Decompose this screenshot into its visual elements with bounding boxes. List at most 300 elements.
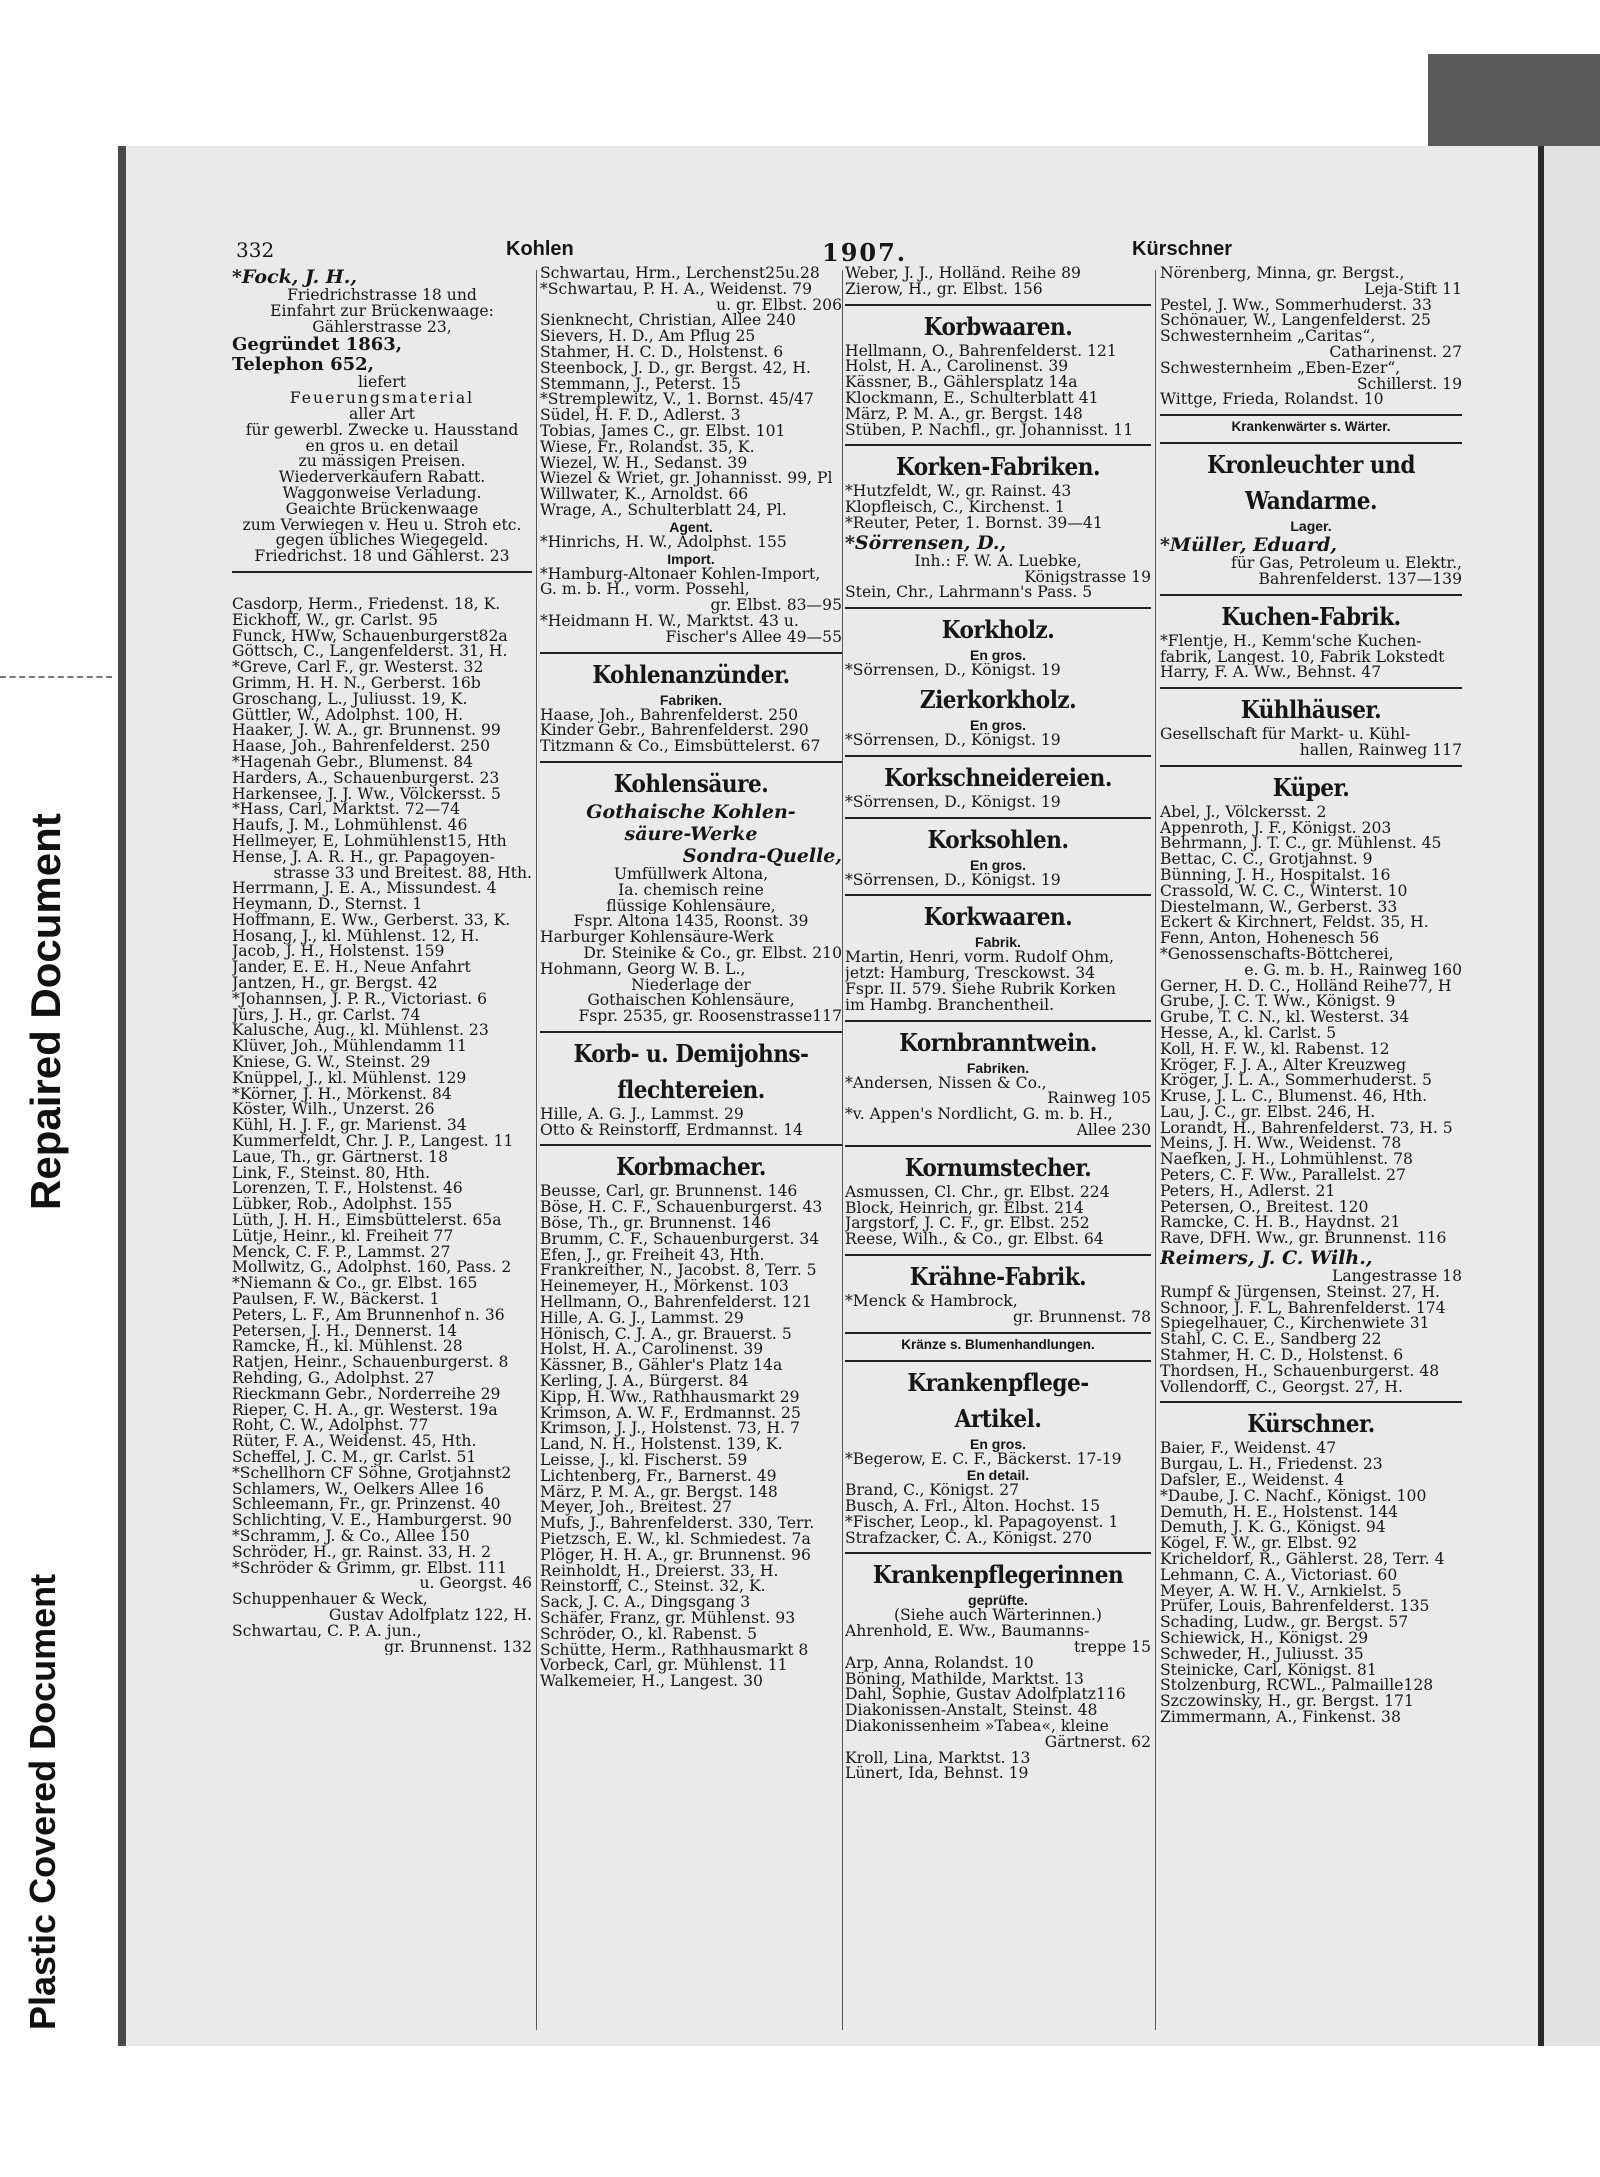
directory-entry: Busch, A. Frl., Alton. Hochst. 15 bbox=[845, 1499, 1101, 1515]
directory-entry: *Hamburg-Altonaer Kohlen-Import, bbox=[540, 566, 821, 583]
directory-entry: Rainweg 105 bbox=[1047, 1091, 1151, 1108]
directory-entry: Kässner, B., Gähler's Platz 14a bbox=[540, 1358, 783, 1375]
directory-entry: Gothaische Kohlen- bbox=[586, 800, 796, 823]
directory-entry: Allee 230 bbox=[1076, 1122, 1151, 1139]
directory-entry: Zimmermann, A., Finkenst. 38 bbox=[1160, 1709, 1401, 1726]
section-heading: Kornbranntwein. bbox=[899, 1027, 1097, 1057]
section-subheading: Agent. bbox=[669, 518, 713, 535]
directory-entry: Meyer, Joh., Breitest. 27 bbox=[540, 1500, 733, 1517]
directory-entry: Brand, C., Königst. 27 bbox=[845, 1483, 1020, 1500]
directory-entry: Brumm, C. F., Schauenburgerst. 34 bbox=[540, 1231, 820, 1248]
directory-entry: Reinholdt, H., Dreierst. 33, H. bbox=[540, 1563, 779, 1580]
directory-entry: Köster, Wilh., Unzerst. 26 bbox=[232, 1102, 435, 1119]
scan-corner-shadow bbox=[1428, 54, 1600, 146]
section-subheading: geprüfte. bbox=[968, 1592, 1028, 1609]
directory-entry: Klockmann, E., Schulterblatt 41 bbox=[845, 390, 1099, 407]
directory-entry: Holst, H. A., Carolinenst. 39 bbox=[845, 359, 1069, 376]
directory-entry: Strafzacker, C. A., Königst. 270 bbox=[845, 1530, 1093, 1547]
directory-entry: Jantzen, H., gr. Bergst. 42 bbox=[232, 976, 438, 992]
plastic-covered-label: Plastic Covered Document bbox=[22, 1573, 63, 2030]
directory-entry: Friedrichst. 18 und Gählerst. 23 bbox=[254, 549, 510, 565]
directory-entry: Crassold, W. C. C., Winterst. 10 bbox=[1160, 883, 1408, 900]
directory-entry: Kühl, H. J. F., gr. Marienst. 34 bbox=[232, 1118, 467, 1135]
directory-entry: Kerling, J. A., Bürgerst. 84 bbox=[540, 1374, 749, 1390]
directory-entry: Langestrasse 18 bbox=[1332, 1269, 1462, 1285]
directory-entry: Lehmann, C. A., Victoriast. 60 bbox=[1160, 1567, 1398, 1584]
directory-entry: Jander, E. E. H., Neue Anfahrt bbox=[232, 960, 471, 977]
directory-entry: Sievers, H. D., Am Pflug 25 bbox=[540, 329, 756, 345]
directory-entry: Schwesternheim „Eben-Ezer“, bbox=[1160, 360, 1401, 377]
directory-entry: en gros u. en detail bbox=[305, 438, 459, 455]
section-subheading: Fabriken. bbox=[966, 1059, 1030, 1076]
directory-entry: Beusse, Carl, gr. Brunnenst. 146 bbox=[540, 1184, 798, 1201]
directory-column-2 bbox=[540, 266, 842, 2036]
directory-entry: Sack, J. C. A., Dingsgang 3 bbox=[540, 1595, 751, 1611]
directory-entry: Weber, J. J., Holländ. Reihe 89 bbox=[845, 266, 1081, 282]
directory-entry: Stahl, C. C. E., Sandberg 22 bbox=[1160, 1332, 1382, 1349]
directory-entry: Krimson, A. W. F., Erdmannst. 25 bbox=[540, 1405, 801, 1422]
section-heading: Korkwaaren. bbox=[923, 902, 1073, 932]
directory-entry: Hosang, J., kl. Mühlenst. 12, H. bbox=[232, 928, 480, 945]
directory-entry: Wiederverkäufern Rabatt. bbox=[278, 470, 486, 486]
directory-entry: Meyer, A. W. H. V., Arnkielst. 5 bbox=[1160, 1583, 1402, 1600]
section-rule bbox=[845, 304, 1151, 306]
directory-entry: Hoffmann, E. Ww., Gerberst. 33, K. bbox=[232, 912, 511, 929]
section-rule bbox=[1160, 414, 1462, 416]
directory-entry: Kroll, Lina, Marktst. 13 bbox=[845, 1750, 1031, 1767]
directory-entry: Schwartau, C. P. A. jun., bbox=[232, 1623, 422, 1640]
cross-reference: Kränze s. Blumenhandlungen. bbox=[901, 1336, 1095, 1352]
directory-entry: für Gas, Petroleum u. Elektr., bbox=[1231, 556, 1462, 572]
page-divider-dash bbox=[0, 676, 112, 678]
directory-entry: Eckert & Kirchnert, Feldst. 35, H. bbox=[1160, 915, 1429, 932]
directory-entry: Haaker, J. W. A., gr. Brunnenst. 99 bbox=[232, 723, 501, 740]
section-rule bbox=[1160, 594, 1462, 596]
directory-entry: Stahmer, H. C. D., Holstenst. 6 bbox=[540, 344, 784, 361]
directory-entry: Haase, Joh., Bahrenfelderst. 250 bbox=[232, 739, 491, 755]
directory-entry: Wiese, Fr., Rolandst. 35, K. bbox=[540, 439, 755, 456]
directory-entry: Wiezel & Wriet, gr. Johannisst. 99, Pl bbox=[540, 471, 833, 488]
directory-entry: für gewerbl. Zwecke u. Hausstand bbox=[245, 422, 519, 439]
directory-entry: Königstrasse 19 bbox=[1024, 569, 1151, 586]
directory-entry: *Johannsen, J. P. R., Victoriast. 6 bbox=[232, 991, 488, 1008]
directory-entry: Holst, H. A., Carolinenst. 39 bbox=[540, 1342, 764, 1359]
directory-entry: Diakonissenheim »Tabea«, kleine bbox=[845, 1719, 1109, 1735]
directory-entry: Hense, J. A. R. H., gr. Papagoyen- bbox=[232, 849, 495, 866]
directory-entry: Schlichting, V. E., Hamburgerst. 90 bbox=[232, 1513, 512, 1529]
section-heading: Krankenpflegerinnen bbox=[872, 1560, 1124, 1590]
directory-entry: Laue, Th., gr. Gärtnerst. 18 bbox=[232, 1149, 449, 1166]
directory-entry: Schading, Ludw., gr. Bergst. 57 bbox=[1160, 1615, 1409, 1631]
directory-entry: *Heidmann H. W., Marktst. 43 u. bbox=[540, 613, 799, 630]
section-heading: Kronleuchter und bbox=[1207, 450, 1415, 480]
directory-entry: Schiewick, H., Königst. 29 bbox=[1160, 1631, 1369, 1647]
section-heading: Artikel. bbox=[954, 1403, 1042, 1433]
directory-entry: Gerner, H. D. C., Holländ Reihe77, H bbox=[1160, 978, 1452, 995]
directory-entry: Plöger, H. H. A., gr. Brunnenst. 96 bbox=[540, 1547, 811, 1564]
directory-entry: *Körner, J. H., Mörkenst. 84 bbox=[232, 1086, 452, 1103]
directory-entry: Gählerstrasse 23, bbox=[312, 319, 452, 336]
directory-entry: Niederlage der bbox=[631, 977, 751, 994]
directory-entry: Eickhoff, W., gr. Carlst. 95 bbox=[232, 612, 438, 629]
section-rule bbox=[540, 652, 842, 654]
directory-entry: Kipp, H. Ww., Rathhausmarkt 29 bbox=[540, 1389, 800, 1406]
section-rule bbox=[845, 755, 1151, 757]
directory-entry: Schweder, H., Juliusst. 35 bbox=[1160, 1646, 1364, 1663]
section-heading: Kohlenanzünder. bbox=[592, 659, 790, 689]
directory-entry: aller Art bbox=[349, 406, 415, 423]
section-heading: Küper. bbox=[1272, 772, 1350, 802]
directory-entry: Burgau, L. H., Friedenst. 23 bbox=[1160, 1457, 1383, 1474]
directory-entry: jetzt: Hamburg, Tresckowst. 34 bbox=[845, 966, 1096, 982]
section-rule bbox=[845, 894, 1151, 896]
directory-entry: Steenbock, J. D., gr. Bergst. 42, H. bbox=[540, 360, 811, 377]
section-subheading: Import. bbox=[667, 550, 715, 567]
directory-entry: Schröder, O., kl. Rabenst. 5 bbox=[540, 1626, 758, 1643]
directory-entry: *Sörrensen, D., bbox=[845, 531, 1007, 554]
directory-entry: Behrmann, J. T. C., gr. Mühlenst. 45 bbox=[1160, 836, 1442, 853]
directory-entry: März, P. M. A., gr. Bergst. 148 bbox=[845, 406, 1083, 423]
directory-entry: Naefken, J. H., Lohmühlenst. 78 bbox=[1160, 1152, 1413, 1169]
directory-entry: *Greve, Carl F., gr. Westerst. 32 bbox=[232, 660, 484, 676]
directory-entry: Reimers, J. C. Wilh., bbox=[1160, 1247, 1373, 1270]
directory-entry: Friedrichstrasse 18 und bbox=[287, 288, 477, 304]
section-heading: Korkschneidereien. bbox=[884, 762, 1112, 792]
section-heading: Kürschner. bbox=[1247, 1409, 1375, 1439]
section-heading: Krähne-Fabrik. bbox=[909, 1261, 1087, 1291]
directory-entry: Lübker, Rob., Adolphst. 155 bbox=[232, 1197, 453, 1214]
directory-entry: zum Verwiegen v. Heu u. Stroh etc. bbox=[242, 517, 522, 534]
directory-entry: Hellmeyer, E, Lohmühlenst15, Hth bbox=[232, 833, 507, 850]
directory-entry: Fenn, Anton, Hohenesch 56 bbox=[1160, 931, 1380, 947]
section-subheading: En detail. bbox=[966, 1467, 1030, 1484]
directory-entry: Gärtnerst. 62 bbox=[1044, 1734, 1151, 1751]
section-heading: Korksohlen. bbox=[927, 824, 1069, 854]
directory-entry: Lichtenberg, Fr., Barnerst. 49 bbox=[540, 1468, 777, 1485]
directory-entry: *Hass, Carl, Marktst. 72—74 bbox=[232, 802, 461, 819]
section-heading: Kühlhäuser. bbox=[1240, 695, 1382, 725]
directory-entry: Gustav Adolfplatz 122, H. bbox=[328, 1607, 532, 1624]
directory-entry: fabrik, Langest. 10, Fabrik Lokstedt bbox=[1160, 649, 1445, 666]
section-heading: Kohlensäure. bbox=[613, 768, 769, 798]
directory-entry: Link, F., Steinst. 80, Hth. bbox=[232, 1165, 431, 1182]
directory-entry: Appenroth, J. F., Königst. 203 bbox=[1160, 820, 1392, 837]
section-rule bbox=[540, 1144, 842, 1146]
directory-entry: Otto & Reinstorff, Erdmannst. 14 bbox=[540, 1122, 804, 1139]
directory-entry: Schütte, Herm., Rathhausmarkt 8 bbox=[540, 1642, 809, 1659]
directory-entry: Rieckmann Gebr., Norderreihe 29 bbox=[232, 1386, 501, 1403]
section-subheading: En gros. bbox=[969, 1435, 1026, 1452]
directory-entry: gegen übliches Wiegegeld. bbox=[275, 533, 489, 550]
directory-entry: *Schramm, J. & Co., Allee 150 bbox=[232, 1528, 470, 1545]
directory-entry: Harders, A., Schauenburgerst. 23 bbox=[232, 770, 500, 787]
directory-entry: *Hinrichs, H. W., Adolphst. 155 bbox=[540, 534, 787, 551]
directory-entry: Diestelmann, W., Gerberst. 33 bbox=[1160, 899, 1398, 916]
directory-entry: liefert bbox=[358, 375, 406, 392]
directory-entry: Steinicke, Carl, Königst. 81 bbox=[1160, 1662, 1377, 1679]
directory-entry: Ia. chemisch reine bbox=[618, 882, 764, 899]
directory-entry: Hille, A. G. J., Lammst. 29 bbox=[540, 1106, 744, 1123]
directory-entry: Efen, J., gr. Freiheit 43, Hth. bbox=[540, 1247, 765, 1264]
directory-entry: *Sörrensen, D., Königst. 19 bbox=[845, 872, 1061, 889]
directory-entry: Heinemeyer, H., Mörkenst. 103 bbox=[540, 1279, 789, 1296]
directory-entry: Zierow, H., gr. Elbst. 156 bbox=[845, 281, 1043, 298]
directory-entry: Herrmann, J. E. A., Missundest. 4 bbox=[232, 881, 497, 898]
facing-page-edge bbox=[1538, 146, 1600, 2046]
spacer bbox=[232, 575, 532, 597]
directory-entry: *Stremplewitz, V., 1. Bornst. 45/47 bbox=[540, 392, 814, 409]
directory-entry: Nörenberg, Minna, gr. Bergst., bbox=[1160, 266, 1405, 282]
directory-entry: e. G. m. b. H., Rainweg 160 bbox=[1244, 962, 1462, 979]
directory-entry: Tobias, James C., gr. Elbst. 101 bbox=[540, 423, 786, 440]
directory-entry: Leja-Stift 11 bbox=[1364, 281, 1462, 298]
directory-entry: u. Georgst. 46 bbox=[419, 1576, 532, 1593]
directory-entry: Casdorp, Herm., Friedenst. 18, K. bbox=[232, 596, 501, 613]
directory-entry: Schillerst. 19 bbox=[1356, 376, 1462, 393]
directory-entry: Funck, HWw, Schauenburgerst82a bbox=[232, 628, 508, 645]
directory-entry: Koll, H. F. W., kl. Rabenst. 12 bbox=[1160, 1041, 1390, 1058]
directory-entry: Telephon 652, bbox=[232, 355, 374, 376]
directory-entry: Stein, Chr., Lahrmann's Pass. 5 bbox=[845, 585, 1093, 602]
directory-entry: Reese, Wilh., & Co., gr. Elbst. 64 bbox=[845, 1232, 1104, 1248]
directory-entry: Gothaischen Kohlensäure, bbox=[587, 993, 795, 1010]
directory-entry: Güttler, W., Adolphst. 100, H. bbox=[232, 707, 464, 724]
directory-entry: Grube, T. C. N., kl. Westerst. 34 bbox=[1160, 1010, 1410, 1026]
directory-entry: Hellmann, O., Bahrenfelderst. 121 bbox=[540, 1295, 812, 1311]
directory-entry: Fischer's Allee 49—55 bbox=[665, 629, 842, 646]
directory-entry: Petersen, O., Breitest. 120 bbox=[1160, 1199, 1369, 1216]
page-number: 332 bbox=[236, 238, 275, 262]
directory-entry: *Sörrensen, D., Königst. 19 bbox=[845, 794, 1061, 811]
directory-entry: Rumpf & Jürgensen, Steinst. 27, H. bbox=[1160, 1284, 1441, 1301]
directory-entry: Heymann, D., Sternst. 1 bbox=[232, 897, 423, 913]
directory-entry: Kalusche, Aug., kl. Mühlenst. 23 bbox=[232, 1023, 489, 1040]
directory-entry: Walkemeier, H., Langest. 30 bbox=[540, 1674, 763, 1690]
directory-entry: Harry, F. A. Ww., Behnst. 47 bbox=[1160, 665, 1382, 682]
page-header bbox=[236, 238, 1436, 266]
directory-entry: Schnoor, J. F. L, Bahrenfelderst. 174 bbox=[1160, 1300, 1446, 1317]
directory-entry: Kinder Gebr., Bahrenfelderst. 290 bbox=[540, 723, 809, 740]
directory-entry: *Müller, Eduard, bbox=[1160, 534, 1337, 557]
directory-entry: zu mässigen Preisen. bbox=[298, 454, 466, 471]
directory-entry: Dafsler, E., Weidenst. 4 bbox=[1160, 1473, 1345, 1489]
section-rule bbox=[845, 1332, 1151, 1334]
directory-entry: *Fock, J. H., bbox=[232, 266, 357, 288]
directory-entry: Peters, L. F., Am Brunnenhof n. 36 bbox=[232, 1307, 505, 1324]
directory-entry: Lau, J. C., gr. Elbst. 246, H. bbox=[1160, 1104, 1376, 1121]
directory-entry: Pietzsch, E. W., kl. Schmiedest. 7a bbox=[540, 1532, 811, 1548]
directory-entry: Krimson, J. J., Holstenst. 73, H. 7 bbox=[540, 1421, 800, 1438]
directory-entry: Jürs, J. H., gr. Carlst. 74 bbox=[232, 1007, 421, 1024]
directory-entry: *Menck & Hambrock, bbox=[845, 1293, 1018, 1310]
directory-entry: Spiegelhauer, C., Kirchenwiete 31 bbox=[1160, 1316, 1430, 1333]
directory-entry: G. m. b. H., vorm. Possehl, bbox=[540, 582, 750, 599]
directory-entry: Ramcke, C. H. B., Haydnst. 21 bbox=[1160, 1215, 1401, 1232]
section-heading: Kuchen-Fabrik. bbox=[1221, 601, 1401, 631]
directory-entry: Bahrenfelderst. 137—139 bbox=[1258, 571, 1462, 588]
directory-entry: Stolzenburg, RCWL., Palmaille128 bbox=[1160, 1678, 1434, 1695]
directory-entry: Gegründet 1863, bbox=[232, 335, 403, 356]
directory-entry: Inh.: F. W. A. Luebke, bbox=[914, 553, 1082, 570]
directory-entry: Reinstorff, C., Steinst. 32, K. bbox=[540, 1579, 766, 1596]
directory-column-4 bbox=[1160, 266, 1462, 2036]
section-subheading: Fabriken. bbox=[659, 691, 723, 708]
directory-entry: Kröger, J. L. A., Sommerhuderst. 5 bbox=[1160, 1073, 1432, 1090]
directory-entry: Frankreither, N., Jacobst. 8, Terr. 5 bbox=[540, 1263, 817, 1280]
directory-entry: Hohmann, Georg W. B. L., bbox=[540, 961, 746, 978]
section-heading: Korbmacher. bbox=[616, 1152, 766, 1182]
directory-entry: Böse, H. C. F., Schauenburgerst. 43 bbox=[540, 1200, 823, 1217]
section-heading: Korken-Fabriken. bbox=[896, 452, 1100, 482]
directory-entry: März, P. M. A., gr. Bergst. 148 bbox=[540, 1484, 778, 1501]
repaired-document-label: Repaired Document bbox=[22, 813, 69, 1210]
directory-entry: *Flentje, H., Kemm'sche Kuchen- bbox=[1160, 633, 1422, 650]
directory-entry: *Schwartau, P. H. A., Weidenst. 79 bbox=[540, 281, 813, 298]
directory-entry: Demuth, J. K. G., Königst. 94 bbox=[1160, 1520, 1386, 1537]
directory-entry: Grube, J. C. T. Ww., Königst. 9 bbox=[1160, 994, 1396, 1011]
directory-entry: Titzmann & Co., Eimsbüttelerst. 67 bbox=[540, 739, 821, 755]
section-subheading: En gros. bbox=[969, 856, 1026, 873]
section-rule bbox=[1160, 687, 1462, 689]
cross-reference: Krankenwärter s. Wärter. bbox=[1231, 419, 1391, 435]
directory-entry: flüssige Kohlensäure, bbox=[606, 898, 776, 915]
directory-entry: *Daube, J. C. Nachf., Königst. 100 bbox=[1160, 1488, 1427, 1505]
directory-entry: Feuerungsmaterial bbox=[289, 391, 475, 407]
column-rule bbox=[536, 270, 537, 2030]
directory-entry: *Genossenschafts-Böttcherei, bbox=[1160, 946, 1394, 963]
directory-entry: Ahrenhold, E. Ww., Baumanns- bbox=[845, 1624, 1090, 1641]
directory-entry: Böse, Th., gr. Brunnenst. 146 bbox=[540, 1216, 772, 1232]
directory-entry: gr. Brunnenst. 132 bbox=[384, 1639, 532, 1656]
directory-entry: Martin, Henri, vorm. Rudolf Ohm, bbox=[845, 950, 1114, 967]
directory-entry: Kässner, B., Gählersplatz 14a bbox=[845, 375, 1078, 391]
directory-entry: Hille, A. G. J., Lammst. 29 bbox=[540, 1310, 744, 1327]
directory-entry: Block, Heinrich, gr. Elbst. 214 bbox=[845, 1200, 1084, 1217]
directory-entry: Kricheldorf, R., Gählerst. 28, Terr. 4 bbox=[1160, 1552, 1445, 1568]
section-rule bbox=[232, 571, 532, 573]
directory-entry: Catharinenst. 27 bbox=[1329, 344, 1462, 361]
directory-entry: Haase, Joh., Bahrenfelderst. 250 bbox=[540, 707, 799, 724]
section-rule bbox=[845, 1145, 1151, 1147]
column-rule bbox=[1155, 270, 1156, 2030]
directory-entry: Schleemann, Fr., gr. Prinzenst. 40 bbox=[232, 1497, 501, 1514]
directory-entry: Grimm, H. H. N., Gerberst. 16b bbox=[232, 675, 481, 692]
directory-entry: Scheffel, J. C. M., gr. Carlst. 51 bbox=[232, 1449, 477, 1466]
section-rule bbox=[1160, 765, 1462, 767]
section-rule bbox=[1160, 1401, 1462, 1403]
directory-entry: Vollendorff, C., Georgst. 27, H. bbox=[1160, 1379, 1403, 1396]
directory-entry: Petersen, J. H., Dennerst. 14 bbox=[232, 1323, 458, 1340]
directory-entry: Szczowinsky, H., gr. Bergst. 171 bbox=[1160, 1694, 1414, 1710]
directory-entry: Prüfer, Louis, Bahrenfelderst. 135 bbox=[1160, 1599, 1430, 1616]
section-rule bbox=[1160, 442, 1462, 444]
header-right-keyword: Kürschner bbox=[1132, 238, 1233, 260]
directory-entry: Schwartau, Hrm., Lerchenst25u.28 bbox=[540, 266, 820, 282]
directory-entry: Paulsen, F. W., Bäckerst. 1 bbox=[232, 1292, 440, 1308]
directory-entry: Arp, Anna, Rolandst. 10 bbox=[845, 1655, 1034, 1672]
directory-entry: Schuppenhauer & Weck, bbox=[232, 1592, 428, 1608]
directory-entry: Harburger Kohlensäure-Werk bbox=[540, 930, 774, 946]
directory-entry: Lorenzen, T. F., Holstenst. 46 bbox=[232, 1181, 463, 1198]
directory-entry: Lüth, J. H. H., Eimsbüttelerst. 65a bbox=[232, 1213, 502, 1229]
directory-entry: Wittge, Frieda, Rolandst. 10 bbox=[1160, 392, 1384, 409]
directory-entry: Bünning, J. H., Hospitalst. 16 bbox=[1160, 867, 1391, 884]
directory-entry: Peters, H., Adlerst. 21 bbox=[1160, 1183, 1336, 1200]
directory-entry: Knüppel, J., kl. Mühlenst. 129 bbox=[232, 1070, 467, 1087]
directory-entry: *Begerow, E. C. F., Bäckerst. 17-19 bbox=[845, 1451, 1122, 1468]
directory-entry: treppe 15 bbox=[1074, 1640, 1151, 1656]
directory-entry: Kruse, J. L. C., Blumenst. 46, Hth. bbox=[1160, 1089, 1428, 1105]
directory-entry: Stemmann, J., Peterst. 15 bbox=[540, 376, 741, 393]
directory-entry: Rehding, G., Adolphst. 27 bbox=[232, 1371, 435, 1387]
section-heading: Wandarme. bbox=[1245, 486, 1377, 516]
section-heading: Zierkorkholz. bbox=[919, 684, 1077, 714]
section-rule bbox=[845, 1254, 1151, 1256]
directory-entry: gr. Elbst. 83—95 bbox=[710, 598, 842, 614]
directory-entry: Schönauer, W., Langenfelderst. 25 bbox=[1160, 313, 1431, 330]
directory-entry: Mollwitz, G., Adolphst. 160, Pass. 2 bbox=[232, 1260, 512, 1277]
directory-entry: Kummerfeldt, Chr. J. P., Langest. 11 bbox=[232, 1134, 514, 1150]
section-rule bbox=[845, 817, 1151, 819]
directory-entry: Kniese, G. W., Steinst. 29 bbox=[232, 1055, 431, 1071]
directory-entry: *Schellhorn CF Söhne, Grotjahnst2 bbox=[232, 1465, 512, 1482]
header-left-keyword: Kohlen bbox=[506, 238, 574, 260]
section-rule bbox=[845, 1020, 1151, 1022]
directory-entry: Dahl, Sophie, Gustav Adolfplatz116 bbox=[845, 1687, 1126, 1704]
directory-entry: *Andersen, Nissen & Co., bbox=[845, 1075, 1047, 1092]
directory-entry: Lünert, Ida, Behnst. 19 bbox=[845, 1766, 1029, 1783]
directory-entry: Fspr. Altona 1435, Roonst. 39 bbox=[573, 914, 809, 931]
column-rule bbox=[842, 270, 843, 2030]
section-subheading: Fabrik. bbox=[975, 934, 1021, 951]
directory-entry: Leisse, J., kl. Fischerst. 59 bbox=[540, 1453, 748, 1469]
directory-entry: *Sörrensen, D., Königst. 19 bbox=[845, 732, 1061, 749]
directory-entry: Rave, DFH. Ww., gr. Brunnenst. 116 bbox=[1160, 1231, 1447, 1248]
section-rule bbox=[845, 1552, 1151, 1554]
directory-entry: Peters, C. F. Ww., Parallelst. 27 bbox=[1160, 1168, 1406, 1184]
directory-entry: Fspr. II. 579. Siehe Rubrik Korken bbox=[845, 981, 1116, 998]
directory-entry: Sondra-Quelle, bbox=[682, 844, 842, 867]
directory-entry: Stahmer, H. C. D., Holstenst. 6 bbox=[1160, 1348, 1404, 1364]
section-subheading: En gros. bbox=[969, 716, 1026, 733]
section-subheading: Lager. bbox=[1290, 518, 1332, 535]
directory-entry: strasse 33 und Breitest. 88, Hth. bbox=[273, 865, 532, 882]
directory-entry: Land, N. H., Holstenst. 139, K. bbox=[540, 1437, 783, 1454]
section-heading: Kornumstecher. bbox=[904, 1152, 1092, 1182]
section-rule bbox=[845, 444, 1151, 446]
directory-entry: gr. Brunnenst. 78 bbox=[1013, 1309, 1151, 1326]
directory-entry: Baier, F., Weidenst. 47 bbox=[1160, 1441, 1337, 1458]
directory-entry: (Siehe auch Wärterinnen.) bbox=[893, 1608, 1103, 1625]
directory-entry: Schröder, H., gr. Rainst. 33, H. 2 bbox=[232, 1544, 492, 1561]
directory-entry: *Hutzfeldt, W., gr. Rainst. 43 bbox=[845, 484, 1072, 501]
directory-entry: Menck, C. F. P., Lammst. 27 bbox=[232, 1244, 451, 1261]
directory-entry: Rüter, F. A., Weidenst. 45, Hth. bbox=[232, 1434, 477, 1450]
directory-entry: Umfüllwerk Altona, bbox=[613, 866, 769, 883]
section-subheading: En gros. bbox=[969, 647, 1026, 664]
directory-entry: Willwater, K., Arnoldst. 66 bbox=[540, 487, 749, 503]
directory-entry: Thordsen, H., Schauenburgerst. 48 bbox=[1160, 1363, 1440, 1380]
directory-entry: Wrage, A., Schulterblatt 24, Pl. bbox=[540, 502, 787, 519]
section-heading: Korbwaaren. bbox=[923, 311, 1073, 341]
directory-entry: *Reuter, Peter, 1. Bornst. 39—41 bbox=[845, 515, 1103, 532]
directory-column-3 bbox=[845, 266, 1151, 2036]
section-heading: Krankenpflege- bbox=[907, 1367, 1089, 1397]
section-rule bbox=[540, 761, 842, 763]
directory-entry: Südel, H. F. D., Adlerst. 3 bbox=[540, 408, 741, 424]
directory-entry: *Schröder & Grimm, gr. Elbst. 111 bbox=[232, 1560, 507, 1577]
directory-entry: hallen, Rainweg 117 bbox=[1299, 742, 1462, 759]
